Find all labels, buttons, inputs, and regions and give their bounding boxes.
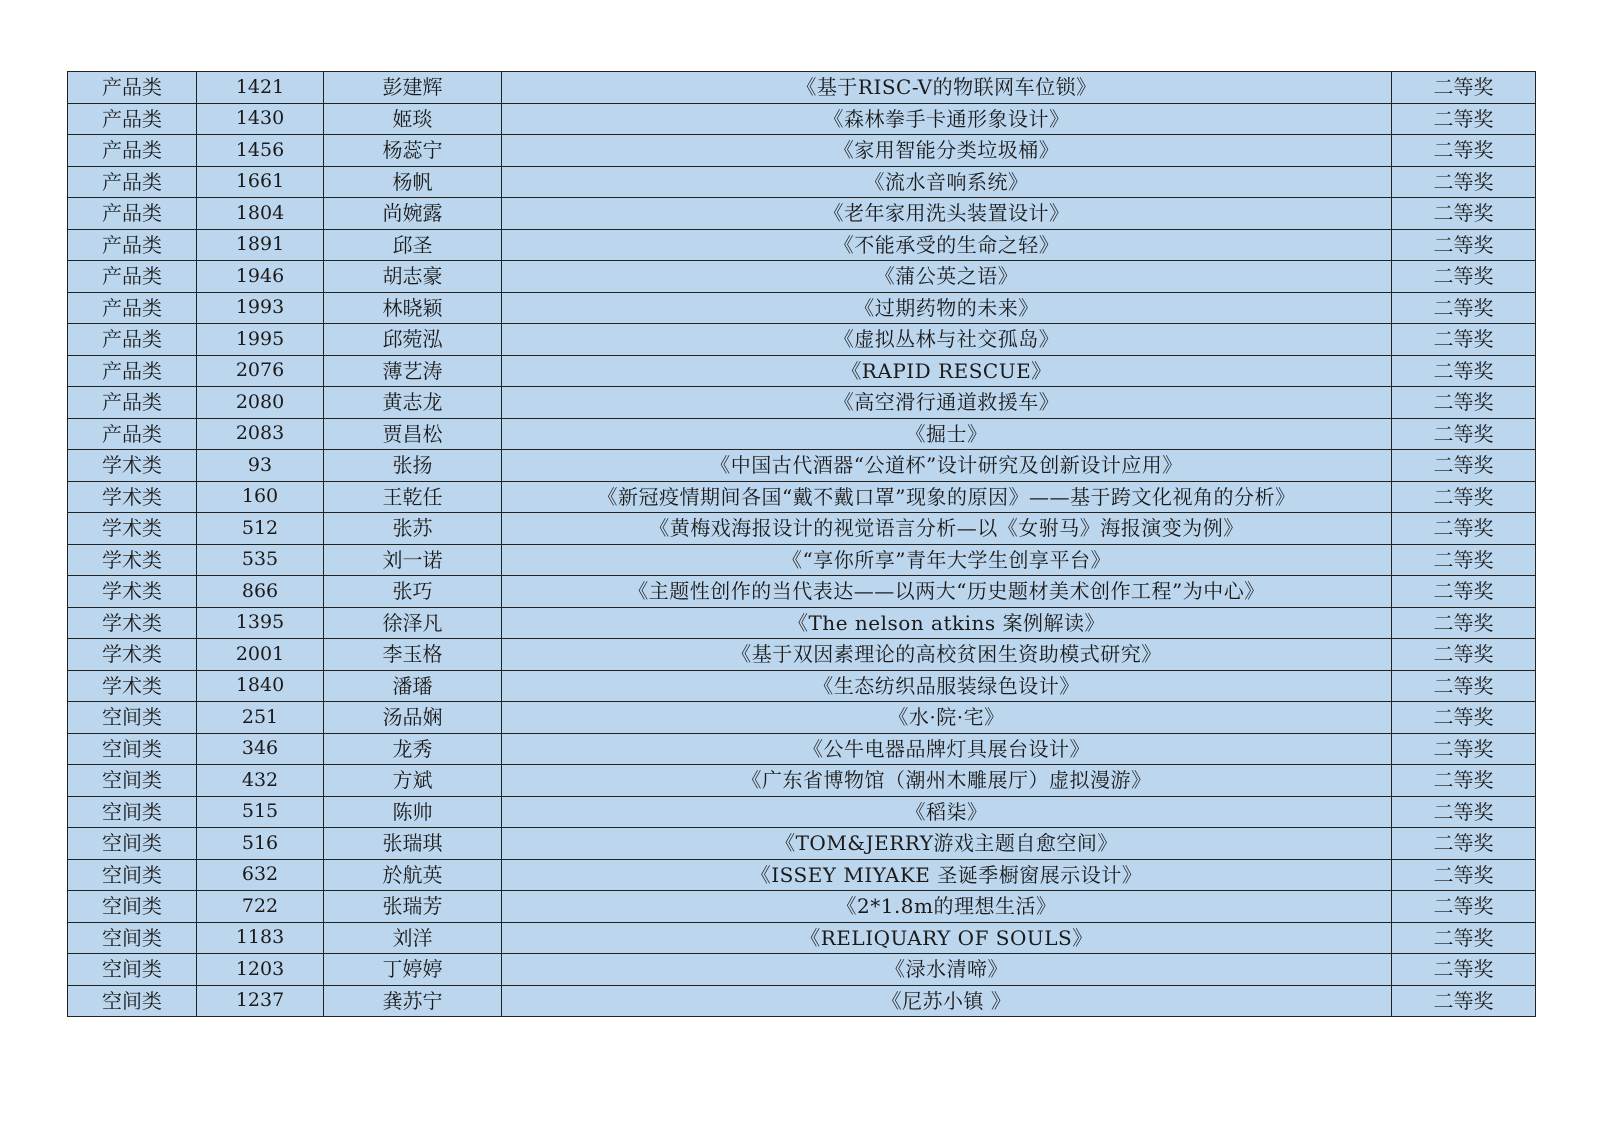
category-cell: 空间类 bbox=[68, 765, 197, 797]
entry-id-cell: 2076 bbox=[197, 355, 324, 387]
table-row bbox=[68, 135, 1536, 167]
awards-sheet bbox=[67, 71, 1535, 1017]
category-cell: 空间类 bbox=[68, 702, 197, 734]
table-row bbox=[68, 639, 1536, 671]
table-row bbox=[68, 229, 1536, 261]
author-name-cell: 陈帅 bbox=[324, 796, 502, 828]
category-cell: 产品类 bbox=[68, 355, 197, 387]
award-level-cell: 二等奖 bbox=[1392, 450, 1536, 482]
table-row bbox=[68, 985, 1536, 1017]
table-row bbox=[68, 607, 1536, 639]
author-name-cell: 刘一诺 bbox=[324, 544, 502, 576]
category-cell: 学术类 bbox=[68, 544, 197, 576]
author-name-cell: 於航英 bbox=[324, 859, 502, 891]
table-row bbox=[68, 796, 1536, 828]
author-name-cell: 彭建辉 bbox=[324, 72, 502, 104]
work-title-cell: 《“享你所享”青年大学生创享平台》 bbox=[502, 544, 1392, 576]
entry-id-cell: 1237 bbox=[197, 985, 324, 1017]
entry-id-cell: 516 bbox=[197, 828, 324, 860]
category-cell: 空间类 bbox=[68, 733, 197, 765]
author-name-cell: 张苏 bbox=[324, 513, 502, 545]
entry-id-cell: 2080 bbox=[197, 387, 324, 419]
award-level-cell: 二等奖 bbox=[1392, 387, 1536, 419]
award-level-cell: 二等奖 bbox=[1392, 702, 1536, 734]
work-title-cell: 《尼苏小镇 》 bbox=[502, 985, 1392, 1017]
work-title-cell: 《TOM&JERRY游戏主题自愈空间》 bbox=[502, 828, 1392, 860]
entry-id-cell: 1891 bbox=[197, 229, 324, 261]
author-name-cell: 尚婉露 bbox=[324, 198, 502, 230]
category-cell: 空间类 bbox=[68, 985, 197, 1017]
table-row bbox=[68, 733, 1536, 765]
work-title-cell: 《基于双因素理论的高校贫困生资助模式研究》 bbox=[502, 639, 1392, 671]
category-cell: 产品类 bbox=[68, 387, 197, 419]
category-cell: 产品类 bbox=[68, 198, 197, 230]
table-row bbox=[68, 418, 1536, 450]
awards-table bbox=[67, 71, 1536, 1017]
work-title-cell: 《水·院·宅》 bbox=[502, 702, 1392, 734]
entry-id-cell: 866 bbox=[197, 576, 324, 608]
entry-id-cell: 93 bbox=[197, 450, 324, 482]
table-row bbox=[68, 670, 1536, 702]
table-row bbox=[68, 891, 1536, 923]
author-name-cell: 汤品娴 bbox=[324, 702, 502, 734]
category-cell: 学术类 bbox=[68, 639, 197, 671]
category-cell: 空间类 bbox=[68, 828, 197, 860]
category-cell: 产品类 bbox=[68, 292, 197, 324]
author-name-cell: 张瑞芳 bbox=[324, 891, 502, 923]
table-row bbox=[68, 292, 1536, 324]
entry-id-cell: 1203 bbox=[197, 954, 324, 986]
entry-id-cell: 2083 bbox=[197, 418, 324, 450]
work-title-cell: 《ISSEY MIYAKE 圣诞季橱窗展示设计》 bbox=[502, 859, 1392, 891]
work-title-cell: 《虚拟丛林与社交孤岛》 bbox=[502, 324, 1392, 356]
category-cell: 空间类 bbox=[68, 922, 197, 954]
category-cell: 空间类 bbox=[68, 954, 197, 986]
award-level-cell: 二等奖 bbox=[1392, 733, 1536, 765]
entry-id-cell: 535 bbox=[197, 544, 324, 576]
table-row bbox=[68, 387, 1536, 419]
author-name-cell: 贾昌松 bbox=[324, 418, 502, 450]
entry-id-cell: 251 bbox=[197, 702, 324, 734]
entry-id-cell: 1995 bbox=[197, 324, 324, 356]
award-level-cell: 二等奖 bbox=[1392, 72, 1536, 104]
category-cell: 学术类 bbox=[68, 670, 197, 702]
author-name-cell: 方斌 bbox=[324, 765, 502, 797]
work-title-cell: 《掘士》 bbox=[502, 418, 1392, 450]
entry-id-cell: 1804 bbox=[197, 198, 324, 230]
author-name-cell: 林晓颖 bbox=[324, 292, 502, 324]
category-cell: 产品类 bbox=[68, 135, 197, 167]
entry-id-cell: 1840 bbox=[197, 670, 324, 702]
entry-id-cell: 1183 bbox=[197, 922, 324, 954]
award-level-cell: 二等奖 bbox=[1392, 324, 1536, 356]
author-name-cell: 薄艺涛 bbox=[324, 355, 502, 387]
entry-id-cell: 1946 bbox=[197, 261, 324, 293]
table-row bbox=[68, 198, 1536, 230]
work-title-cell: 《蒲公英之语》 bbox=[502, 261, 1392, 293]
award-level-cell: 二等奖 bbox=[1392, 135, 1536, 167]
entry-id-cell: 160 bbox=[197, 481, 324, 513]
entry-id-cell: 632 bbox=[197, 859, 324, 891]
award-level-cell: 二等奖 bbox=[1392, 639, 1536, 671]
category-cell: 产品类 bbox=[68, 261, 197, 293]
category-cell: 产品类 bbox=[68, 103, 197, 135]
table-row bbox=[68, 576, 1536, 608]
table-row bbox=[68, 103, 1536, 135]
award-level-cell: 二等奖 bbox=[1392, 166, 1536, 198]
author-name-cell: 王乾任 bbox=[324, 481, 502, 513]
work-title-cell: 《2*1.8m的理想生活》 bbox=[502, 891, 1392, 923]
author-name-cell: 张巧 bbox=[324, 576, 502, 608]
work-title-cell: 《黄梅戏海报设计的视觉语言分析—以《女驸马》海报演变为例》 bbox=[502, 513, 1392, 545]
work-title-cell: 《森林拳手卡通形象设计》 bbox=[502, 103, 1392, 135]
award-level-cell: 二等奖 bbox=[1392, 198, 1536, 230]
work-title-cell: 《中国古代酒器“公道杯”设计研究及创新设计应用》 bbox=[502, 450, 1392, 482]
table-row bbox=[68, 166, 1536, 198]
author-name-cell: 潘璠 bbox=[324, 670, 502, 702]
author-name-cell: 邱菀泓 bbox=[324, 324, 502, 356]
author-name-cell: 张扬 bbox=[324, 450, 502, 482]
category-cell: 空间类 bbox=[68, 796, 197, 828]
work-title-cell: 《公牛电器品牌灯具展台设计》 bbox=[502, 733, 1392, 765]
table-row bbox=[68, 72, 1536, 104]
award-level-cell: 二等奖 bbox=[1392, 481, 1536, 513]
category-cell: 学术类 bbox=[68, 450, 197, 482]
award-level-cell: 二等奖 bbox=[1392, 418, 1536, 450]
work-title-cell: 《家用智能分类垃圾桶》 bbox=[502, 135, 1392, 167]
work-title-cell: 《广东省博物馆（潮州木雕展厅）虚拟漫游》 bbox=[502, 765, 1392, 797]
category-cell: 产品类 bbox=[68, 166, 197, 198]
table-row bbox=[68, 513, 1536, 545]
table-row bbox=[68, 859, 1536, 891]
entry-id-cell: 1395 bbox=[197, 607, 324, 639]
work-title-cell: 《主题性创作的当代表达——以两大“历史题材美术创作工程”为中心》 bbox=[502, 576, 1392, 608]
award-level-cell: 二等奖 bbox=[1392, 513, 1536, 545]
entry-id-cell: 1421 bbox=[197, 72, 324, 104]
author-name-cell: 龙秀 bbox=[324, 733, 502, 765]
award-level-cell: 二等奖 bbox=[1392, 922, 1536, 954]
entry-id-cell: 515 bbox=[197, 796, 324, 828]
work-title-cell: 《老年家用洗头装置设计》 bbox=[502, 198, 1392, 230]
author-name-cell: 姬琰 bbox=[324, 103, 502, 135]
work-title-cell: 《稻柒》 bbox=[502, 796, 1392, 828]
author-name-cell: 李玉格 bbox=[324, 639, 502, 671]
award-level-cell: 二等奖 bbox=[1392, 828, 1536, 860]
work-title-cell: 《基于RISC-V的物联网车位锁》 bbox=[502, 72, 1392, 104]
author-name-cell: 黄志龙 bbox=[324, 387, 502, 419]
author-name-cell: 胡志豪 bbox=[324, 261, 502, 293]
award-level-cell: 二等奖 bbox=[1392, 229, 1536, 261]
author-name-cell: 张瑞琪 bbox=[324, 828, 502, 860]
category-cell: 空间类 bbox=[68, 891, 197, 923]
table-row bbox=[68, 355, 1536, 387]
author-name-cell: 丁婷婷 bbox=[324, 954, 502, 986]
table-row bbox=[68, 481, 1536, 513]
award-level-cell: 二等奖 bbox=[1392, 576, 1536, 608]
entry-id-cell: 432 bbox=[197, 765, 324, 797]
work-title-cell: 《不能承受的生命之轻》 bbox=[502, 229, 1392, 261]
entry-id-cell: 1456 bbox=[197, 135, 324, 167]
author-name-cell: 刘洋 bbox=[324, 922, 502, 954]
table-row bbox=[68, 828, 1536, 860]
table-row bbox=[68, 954, 1536, 986]
entry-id-cell: 2001 bbox=[197, 639, 324, 671]
author-name-cell: 杨蕊宁 bbox=[324, 135, 502, 167]
work-title-cell: 《生态纺织品服装绿色设计》 bbox=[502, 670, 1392, 702]
award-level-cell: 二等奖 bbox=[1392, 954, 1536, 986]
table-row bbox=[68, 922, 1536, 954]
category-cell: 空间类 bbox=[68, 859, 197, 891]
award-level-cell: 二等奖 bbox=[1392, 796, 1536, 828]
table-row bbox=[68, 544, 1536, 576]
award-level-cell: 二等奖 bbox=[1392, 891, 1536, 923]
category-cell: 产品类 bbox=[68, 418, 197, 450]
entry-id-cell: 1661 bbox=[197, 166, 324, 198]
award-level-cell: 二等奖 bbox=[1392, 355, 1536, 387]
entry-id-cell: 1993 bbox=[197, 292, 324, 324]
work-title-cell: 《新冠疫情期间各国“戴不戴口罩”现象的原因》——基于跨文化视角的分析》 bbox=[502, 481, 1392, 513]
work-title-cell: 《RAPID RESCUE》 bbox=[502, 355, 1392, 387]
table-row bbox=[68, 324, 1536, 356]
category-cell: 学术类 bbox=[68, 607, 197, 639]
table-row bbox=[68, 261, 1536, 293]
work-title-cell: 《流水音响系统》 bbox=[502, 166, 1392, 198]
award-level-cell: 二等奖 bbox=[1392, 607, 1536, 639]
award-level-cell: 二等奖 bbox=[1392, 261, 1536, 293]
category-cell: 学术类 bbox=[68, 513, 197, 545]
award-level-cell: 二等奖 bbox=[1392, 859, 1536, 891]
author-name-cell: 龚苏宁 bbox=[324, 985, 502, 1017]
table-row bbox=[68, 450, 1536, 482]
author-name-cell: 杨帆 bbox=[324, 166, 502, 198]
entry-id-cell: 722 bbox=[197, 891, 324, 923]
award-level-cell: 二等奖 bbox=[1392, 544, 1536, 576]
work-title-cell: 《渌水清啼》 bbox=[502, 954, 1392, 986]
entry-id-cell: 512 bbox=[197, 513, 324, 545]
award-level-cell: 二等奖 bbox=[1392, 985, 1536, 1017]
entry-id-cell: 346 bbox=[197, 733, 324, 765]
category-cell: 学术类 bbox=[68, 481, 197, 513]
award-level-cell: 二等奖 bbox=[1392, 103, 1536, 135]
awards-table-body bbox=[68, 72, 1536, 1017]
category-cell: 产品类 bbox=[68, 72, 197, 104]
work-title-cell: 《RELIQUARY OF SOULS》 bbox=[502, 922, 1392, 954]
entry-id-cell: 1430 bbox=[197, 103, 324, 135]
work-title-cell: 《过期药物的未来》 bbox=[502, 292, 1392, 324]
award-level-cell: 二等奖 bbox=[1392, 670, 1536, 702]
author-name-cell: 邱圣 bbox=[324, 229, 502, 261]
work-title-cell: 《高空滑行通道救援车》 bbox=[502, 387, 1392, 419]
table-row bbox=[68, 702, 1536, 734]
award-level-cell: 二等奖 bbox=[1392, 292, 1536, 324]
category-cell: 产品类 bbox=[68, 229, 197, 261]
work-title-cell: 《The nelson atkins 案例解读》 bbox=[502, 607, 1392, 639]
category-cell: 学术类 bbox=[68, 576, 197, 608]
table-row bbox=[68, 765, 1536, 797]
author-name-cell: 徐泽凡 bbox=[324, 607, 502, 639]
category-cell: 产品类 bbox=[68, 324, 197, 356]
award-level-cell: 二等奖 bbox=[1392, 765, 1536, 797]
